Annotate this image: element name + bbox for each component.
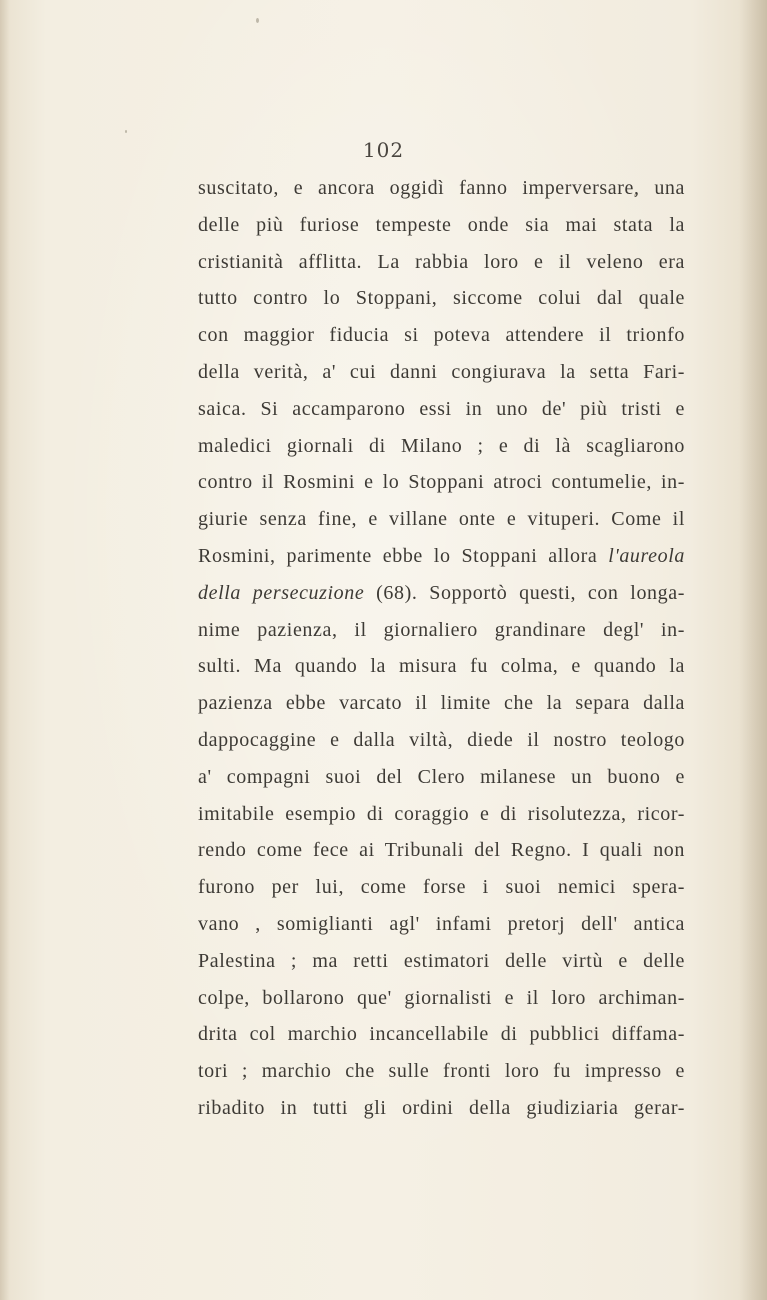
text-line-with-italic — [198, 538, 685, 575]
text-line: tori ; marchio che sulle fronti loro fu impresso e — [198, 1060, 685, 1083]
page-right-edge — [739, 0, 767, 1300]
italic-phrase: della persecuzione — [198, 581, 365, 604]
text-line: contro il Rosmini e lo Stoppani atroci contumelie, in- — [198, 471, 685, 494]
text-line: colpe, bollarono que' giornalisti e il loro archiman- — [198, 986, 685, 1009]
text-line: drita col marchio incancellabile di pubblici diffama- — [198, 1023, 685, 1046]
text-line: nime pazienza, il giornaliero grandinare degl' in- — [198, 618, 685, 641]
text-line: rendo come fece ai Tribunali del Regno. I quali non — [198, 839, 685, 862]
text-line: ribadito in tutti gli ordini della giudiziaria gerar- — [198, 1096, 685, 1119]
text-line: furono per lui, come forse i suoi nemici spera- — [198, 876, 685, 899]
text-line: suscitato, e ancora oggidì fanno imperversare, una — [198, 177, 685, 199]
text-line: pazienza ebbe varcato il limite che la separa dalla — [198, 692, 685, 715]
text-line: a' compagni suoi del Clero milanese un buono e — [198, 765, 685, 788]
italic-phrase: l'aureola — [608, 544, 686, 567]
body-text — [198, 170, 685, 1127]
text-line: sulti. Ma quando la misura fu colma, e quando la — [198, 655, 685, 678]
text-line: saica. Si accamparono essi in uno de' più tristi e — [198, 397, 685, 420]
text-line: cristianità afflitta. La rabbia loro e il veleno era — [198, 250, 685, 273]
ink-speck — [256, 18, 259, 23]
text-line: dappocaggine e dalla viltà, diede il nostro teologo — [198, 728, 685, 751]
text-line: imitabile esempio di coraggio e di risolutezza, ricor- — [198, 802, 685, 825]
text-line: vano , somiglianti agl' infami pretorj dell' antica — [198, 912, 685, 935]
ink-speck — [125, 130, 127, 133]
text-line: Palestina ; ma retti estimatori delle virtù e delle — [198, 949, 685, 972]
text-segment: (68). Sopportò questi, con longa- — [376, 581, 685, 604]
text-line: tutto contro lo Stoppani, siccome colui dal quale — [198, 287, 685, 310]
page-number: 102 — [362, 138, 405, 162]
text-line: giurie senza fine, e villane onte e vituperi. Come il — [198, 508, 685, 531]
text-line: con maggior fiducia si poteva attendere il trionfo — [198, 324, 685, 347]
text-line: della verità, a' cui danni congiurava la setta Fari- — [198, 360, 685, 383]
text-segment: Rosmini, parimente ebbe lo Stoppani allora — [198, 544, 598, 567]
page-left-edge — [0, 0, 10, 1300]
text-line: maledici giornali di Milano ; e di là scagliarono — [198, 434, 685, 457]
text-line: delle più furiose tempeste onde sia mai stata la — [198, 213, 685, 236]
text-line-with-italic — [198, 575, 685, 612]
